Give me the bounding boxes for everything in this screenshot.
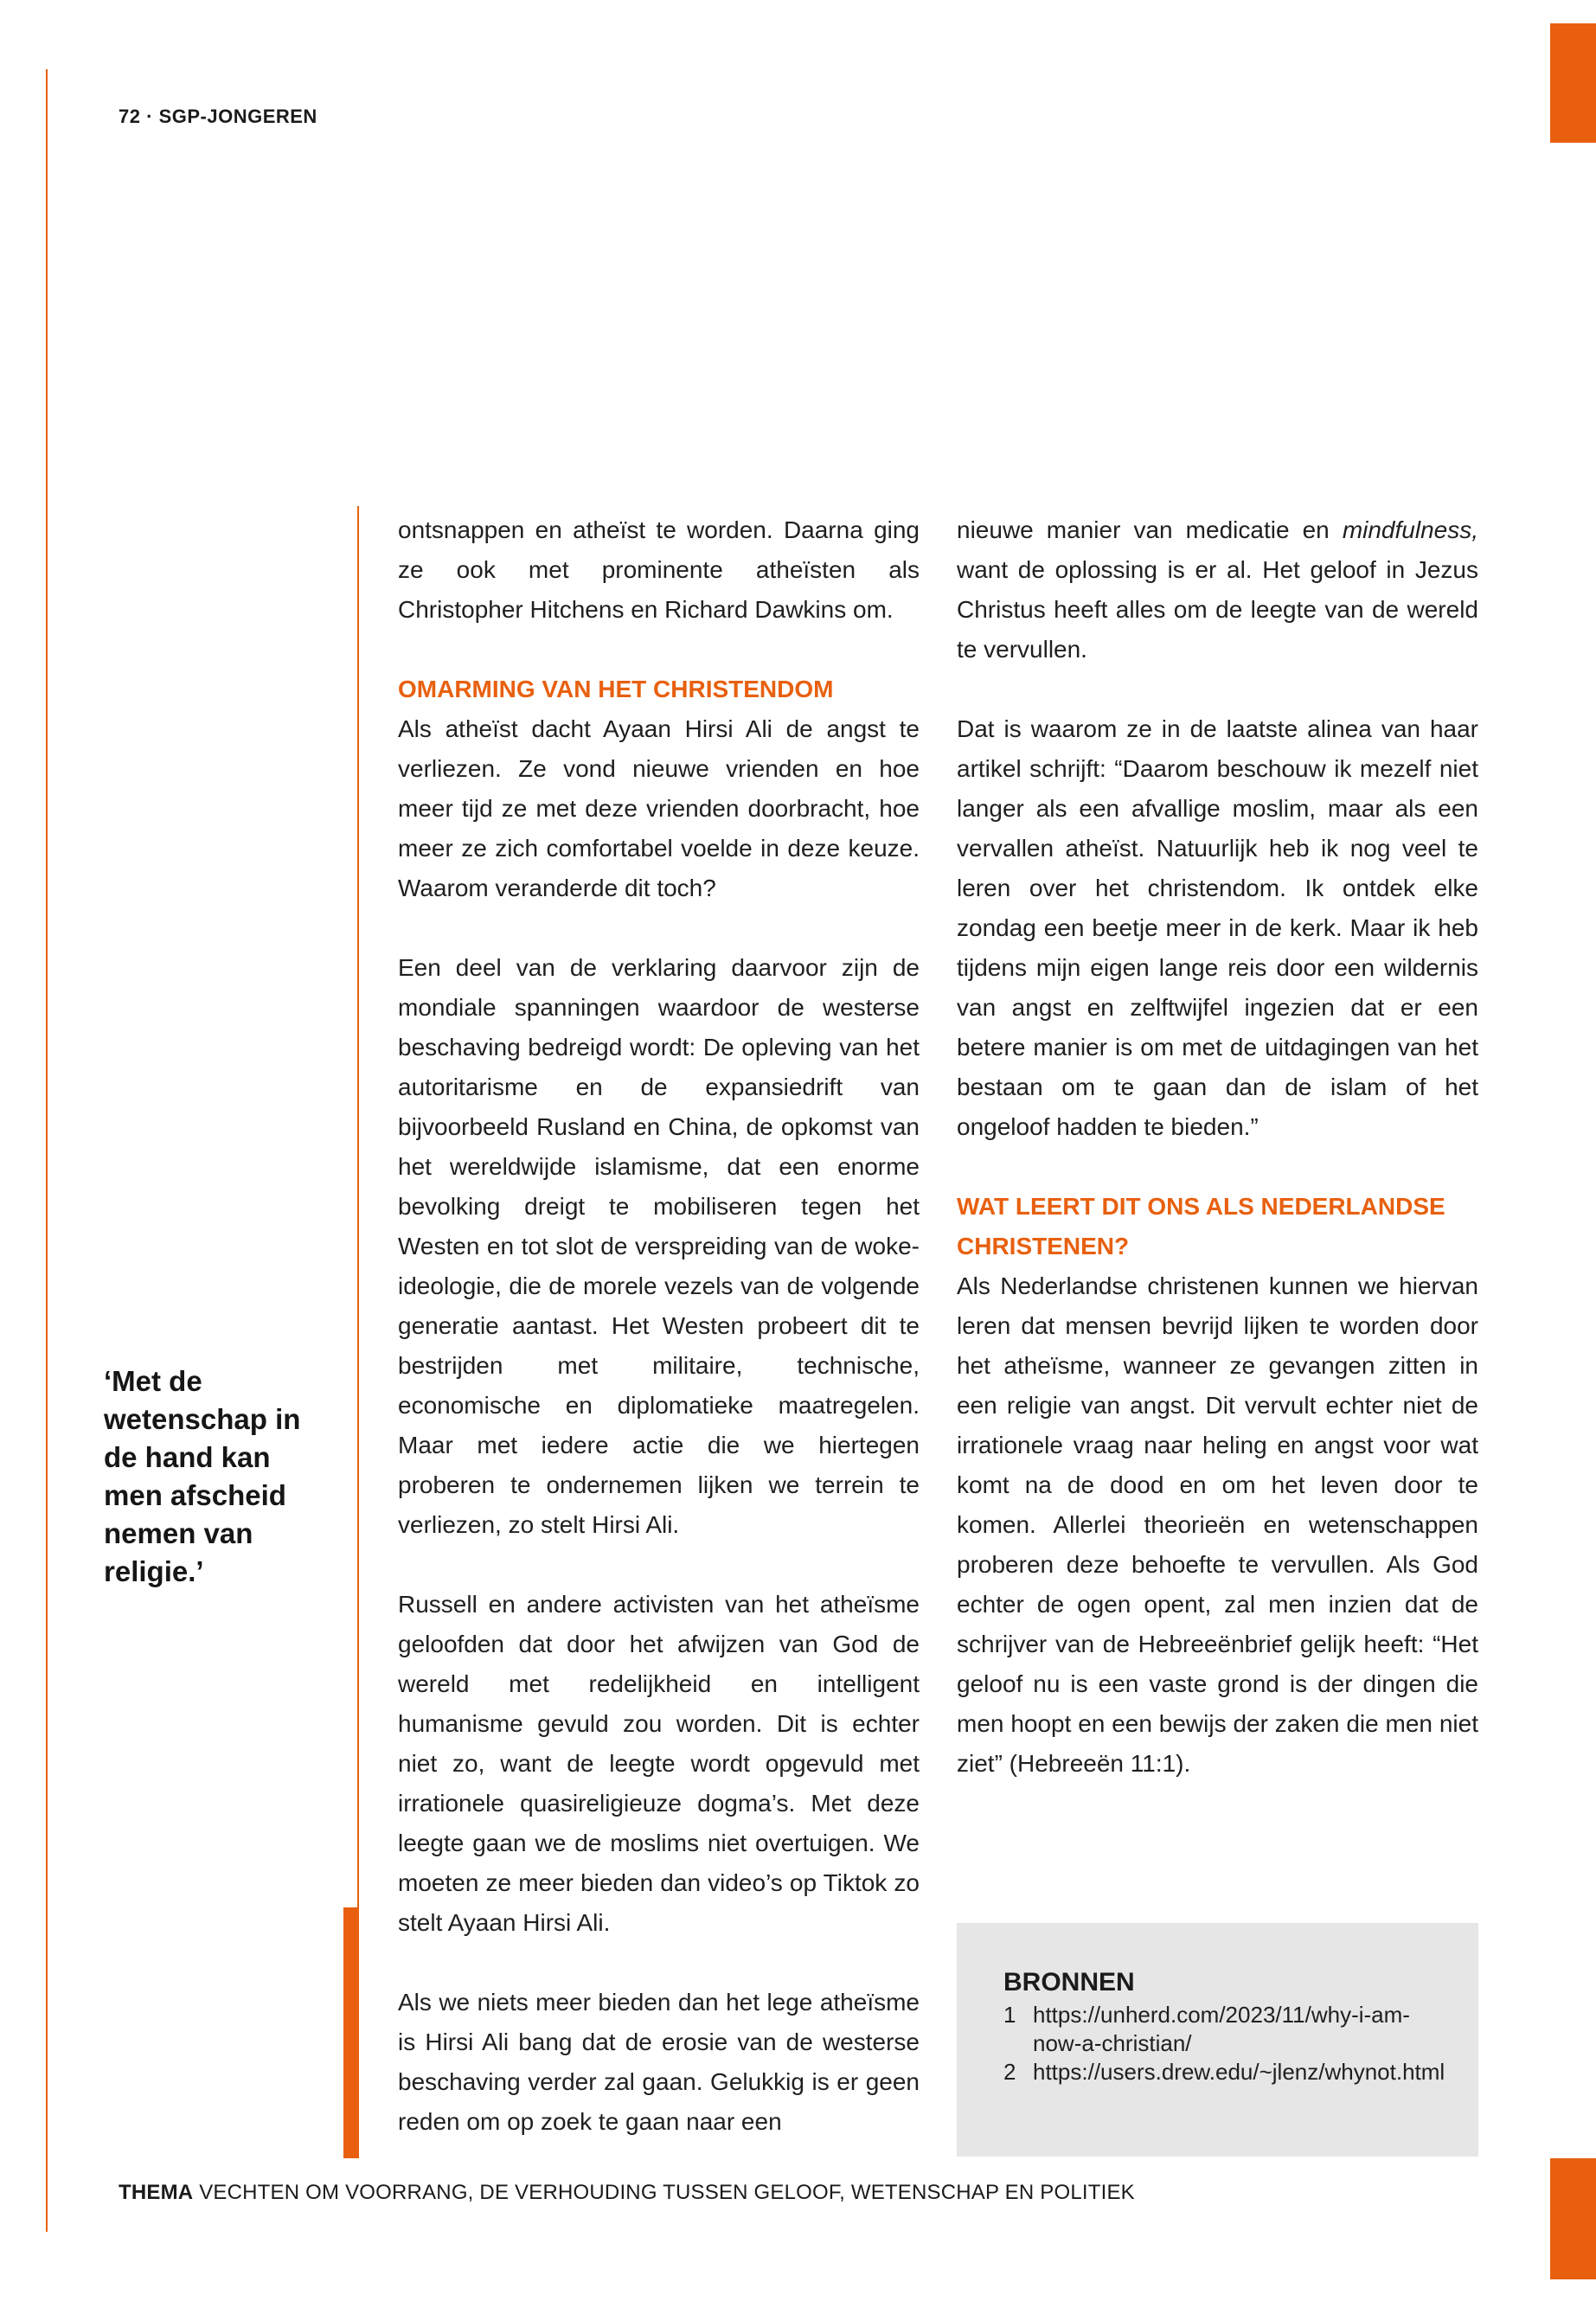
text-column-right <box>957 510 1478 1823</box>
orange-tab-top <box>1550 23 1596 143</box>
column-divider-thin <box>357 506 359 1907</box>
text-column-left <box>398 510 920 2182</box>
page-number: 72 <box>119 106 141 127</box>
paragraph: ontsnappen en atheïst te worden. Daarna ging ze ook met prominente atheïsten als Christopher Hitchens en Richard Dawkins om. <box>398 516 920 623</box>
column-divider-thick <box>343 1907 359 2158</box>
left-margin-rule <box>46 69 48 2232</box>
section-heading: WAT LEERT DIT ONS ALS NEDERLANDSE CHRISTENEN? <box>957 1193 1445 1259</box>
sources-box <box>957 1923 1478 2157</box>
paragraph-text: want de oplossing is er al. Het geloof in Jezus Christus heeft alles om de leegte van de wereld te vervullen. <box>957 556 1478 663</box>
pull-quote: ‘Met de wetenschap in de hand kan men afscheid nemen van religie.’ <box>104 1365 301 1587</box>
paragraph: Als we niets meer bieden dan het lege atheïsme is Hirsi Ali bang dat de erosie van de westerse beschaving verder zal gaan. Gelukkig is er geen reden om op zoek te gaan naar een <box>398 1989 920 2135</box>
sources-title: BRONNEN <box>1003 1968 1135 1997</box>
paragraph: Russell en andere activisten van het atheïsme geloofden dat door het afwijzen van God de wereld met redelijkheid en intelligent humanisme gevuld zou worden. Dit is echter niet zo, want de leegte wordt opgevuld met irrationele quasireligieuze dogma’s. Met deze leegte gaan we de moslims niet overtuigen. We moeten ze meer bieden dan video’s op Tiktok zo stelt Ayaan Hirsi Ali. <box>398 1591 920 1936</box>
footer-label: THEMA <box>119 2181 194 2204</box>
running-header <box>119 106 317 128</box>
source-item <box>1003 2058 1453 2086</box>
header-separator: · <box>146 106 153 127</box>
orange-tab-bottom <box>1550 2158 1596 2279</box>
paragraph: Dat is waarom ze in de laatste alinea van haar artikel schrijft: “Daarom beschouw ik mezelf niet langer als een afvallige moslim, maar als een vervallen atheïst. Natuurlijk heb ik nog veel te leren over het christendom. Ik ontdek elke zondag een beetje meer in de kerk. Maar ik heb tijdens mijn eigen lange reis door een wildernis van angst en zelftwijfel ingezien dat er een betere manier is om met de uitdagingen van het bestaan om te gaan dan de islam of het ongeloof hadden te bieden.” <box>957 715 1478 1140</box>
footer-text: VECHTEN OM VOORRANG, DE VERHOUDING TUSSEN GELOOF, WETENSCHAP EN POLITIEK <box>193 2181 1135 2204</box>
section-heading: OMARMING VAN HET CHRISTENDOM <box>398 676 834 702</box>
section-name: SGP-JONGEREN <box>158 106 317 127</box>
source-item <box>1003 2001 1453 2058</box>
source-link[interactable]: https://unherd.com/2023/11/why-i-am-now-a-christian/ <box>1033 2002 1410 2056</box>
paragraph <box>957 510 1478 670</box>
paragraph-text: nieuwe manier van medicatie en <box>957 516 1343 543</box>
source-number: 2 <box>1003 2059 1016 2085</box>
source-number: 1 <box>1003 2002 1016 2028</box>
paragraph: Een deel van de verklaring daarvoor zijn de mondiale spanningen waardoor de westerse beschaving bedreigd wordt: De opleving van het autoritarisme en de expansiedrift van bijvoorbeeld Rusland en China, de opkomst van het wereldwijde islamisme, dat een enorme bevolking dreigt te mobiliseren tegen het Westen en tot slot de verspreiding van de woke-ideologie, die de morele vezels van de volgende generatie aantast. Het Westen probeert dit te bestrijden met militaire, technische, economische en diplomatieke maatregelen. Maar met iedere actie die we hiertegen proberen te ondernemen lijken we terrein te verliezen, zo stelt Hirsi Ali. <box>398 954 920 1538</box>
running-footer <box>119 2181 1135 2205</box>
sources-list <box>1003 2001 1453 2086</box>
paragraph: Als Nederlandse christenen kunnen we hiervan leren dat mensen bevrijd lijken te worden door het atheïsme, wanneer ze gevangen zitten in een religie van angst. Dit vervult echter niet de irrationele vraag naar heling en angst voor wat komt na de dood en om het leven door te komen. Allerlei theorieën en wetenschappen proberen deze behoefte te vervullen. Als God echter de ogen opent, zal men inzien dat de schrijver van de Hebreeënbrief gelijk heeft: “Het geloof nu is een vaste grond is der dingen die men hoopt en een bewijs der zaken die men niet ziet” (Hebreeën 11:1). <box>957 1272 1478 1777</box>
source-link[interactable]: https://users.drew.edu/~jlenz/whynot.html <box>1033 2059 1445 2085</box>
paragraph: Als atheïst dacht Ayaan Hirsi Ali de angst te verliezen. Ze vond nieuwe vrienden en hoe meer tijd ze met deze vrienden doorbracht, hoe meer ze zich comfortabel voelde in deze keuze. Waarom veranderde dit toch? <box>398 715 920 901</box>
emphasis-text: mindfulness, <box>1342 516 1478 543</box>
